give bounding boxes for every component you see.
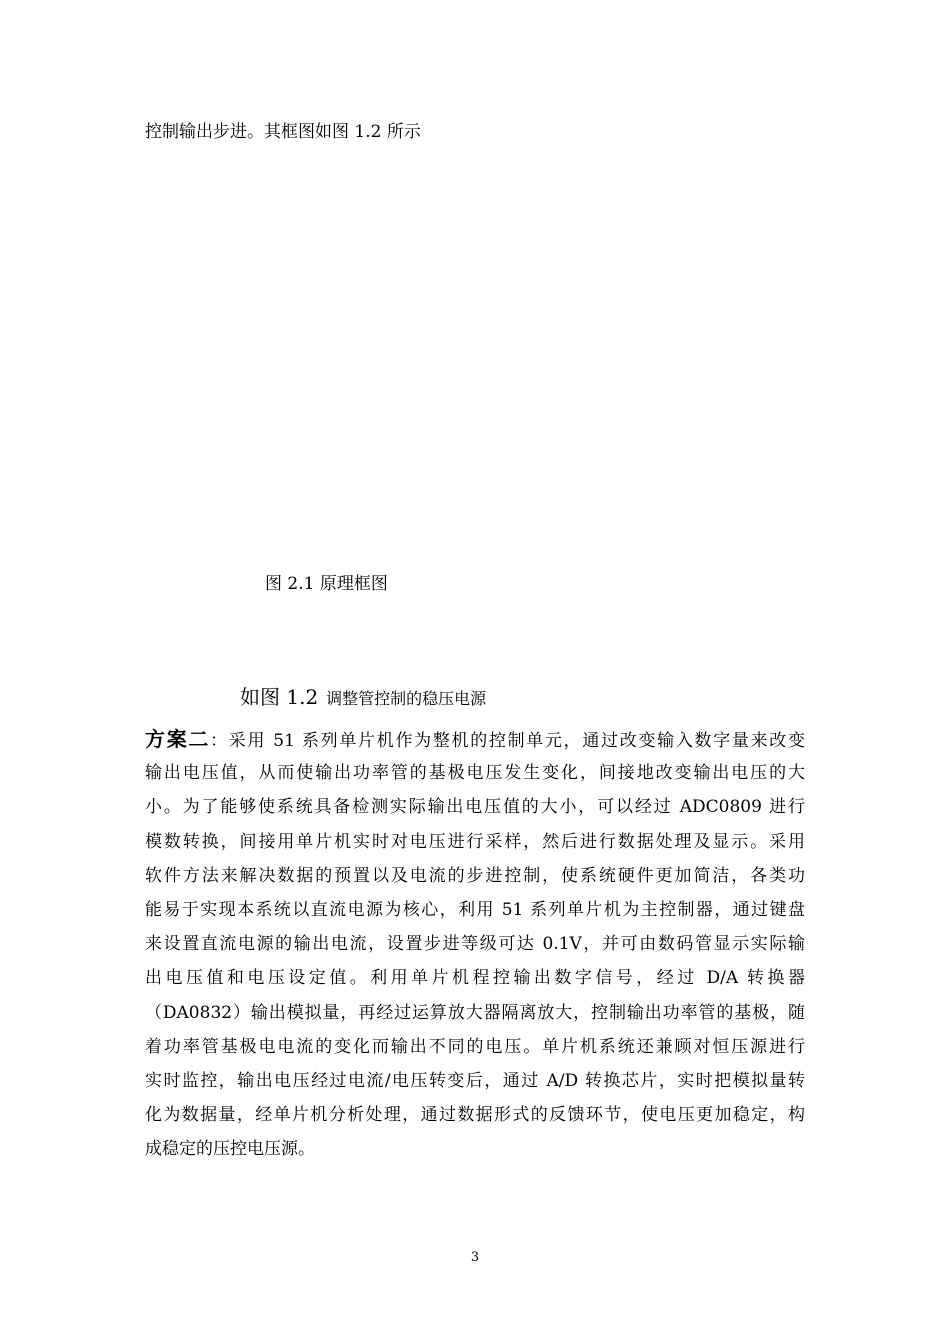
- intro-paragraph: 控制输出步进。其框图如图 1.2 所示: [145, 122, 421, 142]
- page-number: 3: [470, 1250, 480, 1265]
- figure-caption-number: 如图 1.2: [240, 685, 319, 709]
- paragraph-line: 能易于实现本系统以直流电源为核心，利用 51 系列单片机为主控制器，通过键盘: [145, 899, 805, 920]
- paragraph-line: 成稳定的压控电压源。: [145, 1139, 315, 1160]
- paragraph-line: （DA0832）输出模拟量，再经过运算放大器隔离放大，控制输出功率管的基极，随: [145, 1002, 805, 1023]
- paragraph-line: 着功率管基极电电流的变化而输出不同的电压。单片机系统还兼顾对恒压源进行: [145, 1036, 805, 1057]
- figure-placeholder: [145, 150, 805, 560]
- figure-caption-regulator: [240, 682, 486, 714]
- paragraph-line: 输出电压值，从而使输出功率管的基极电压发生变化，间接地改变输出电压的大: [145, 763, 805, 784]
- scheme-label: 方案二: [145, 727, 211, 751]
- figure-caption-text: 调整管控制的稳压电源: [326, 689, 487, 708]
- paragraph-line: 软件方法来解决数据的预置以及电流的步进控制，使系统硬件更加简洁，各类功: [145, 865, 805, 886]
- paragraph-line: 小。为了能够使系统具备检测实际输出电压值的大小，可以经过 ADC0809 进行: [145, 797, 805, 818]
- paragraph-line: 模数转换，间接用单片机实时对电压进行采样，然后进行数据处理及显示。采用: [145, 831, 805, 852]
- paragraph-line: 方案二：采用 51 系列单片机作为整机的控制单元，通过改变输入数字量来改变: [145, 727, 805, 751]
- scheme-two-paragraph: [145, 722, 805, 1166]
- paragraph-line: 来设置直流电源的输出电流，设置步进等级可达 0.1V，并可由数码管显示实际输: [145, 934, 805, 955]
- paragraph-line: 实时监控，输出电压经过电流/电压转变后，通过 A/D 转换芯片，实时把模拟量转: [145, 1070, 805, 1091]
- paragraph-line: 出电压值和电压设定值。利用单片机程控输出数字信号，经过 D/A 转换器: [145, 968, 805, 989]
- paragraph-line: 化为数据量，经单片机分析处理，通过数据形式的反馈环节，使电压更加稳定，构: [145, 1105, 805, 1126]
- figure-caption-principle: 图 2.1 原理框图: [265, 574, 388, 594]
